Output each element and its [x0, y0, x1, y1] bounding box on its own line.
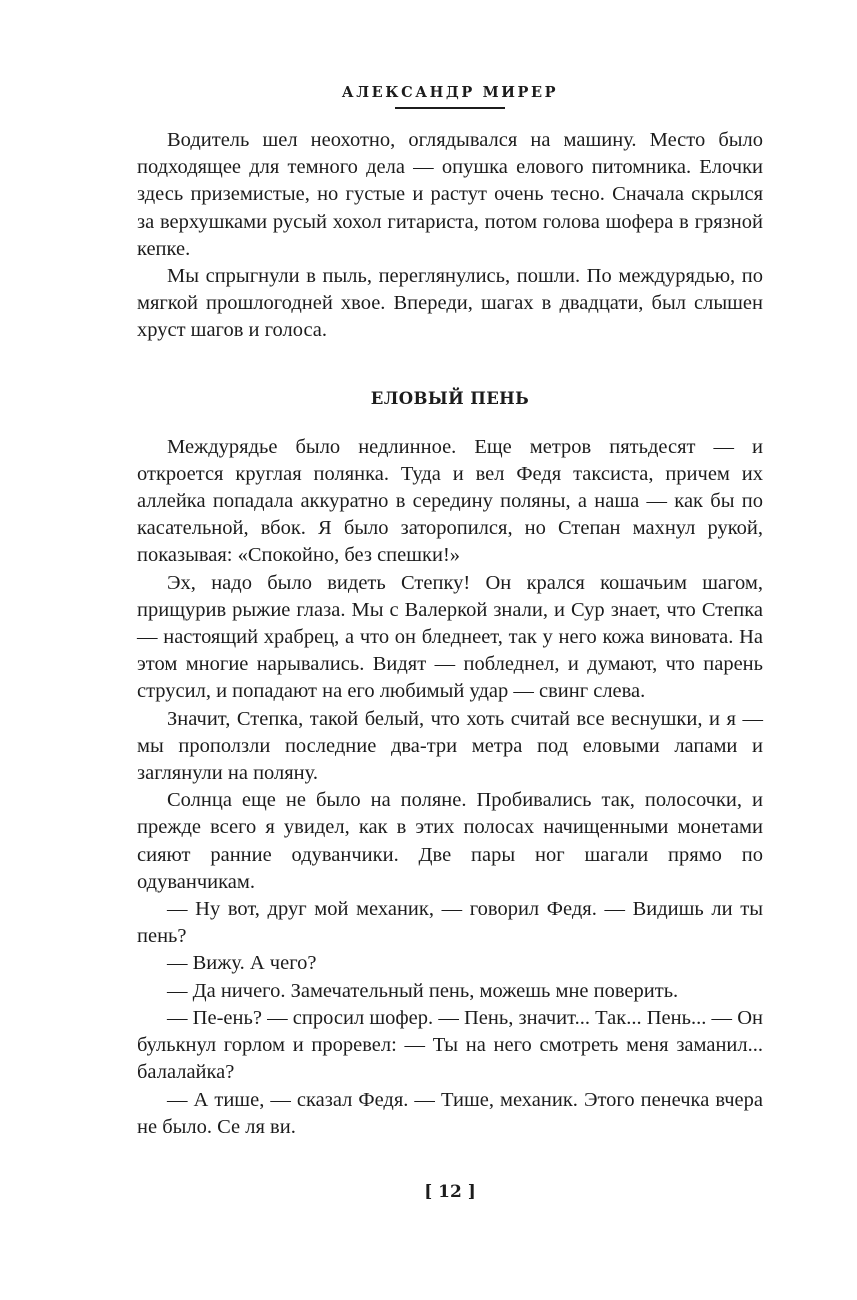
paragraph: Солнца еще не было на поляне. Пробивались так, полосочки, и прежде всего я увидел, как в этих полосах начищенными монетами сияют ранние одуванчики. Две пары ног шагали прямо по одуванчикам. [137, 789, 763, 893]
dialogue-line: — Вижу. А чего? [167, 952, 317, 975]
section-title: ЕЛОВЫЙ ПЕНЬ [370, 388, 530, 408]
paragraph: Мы спрыгнули в пыль, переглянулись, пошли. По междурядью, по мягкой прошлогодней хвое. Впереди, шагах в двадцати, был слышен хруст шагов и голоса. [137, 265, 763, 342]
header-rule [395, 107, 505, 109]
paragraph: Значит, Степка, такой белый, что хоть считай все веснушки, и я — мы проползли последние два-три метра под еловыми лапами и заглянули на поляну. [137, 707, 763, 785]
dialogue-line: — Ну вот, друг мой механик, — говорил Федя. — Видишь ли ты пень? [137, 898, 763, 948]
dialogue-line: — Пе-ень? — спросил шофер. — Пень, значит... Так... Пень... — Он булькнул горлом и проревел: — Ты на него смотреть меня заманил... балалайка? [137, 1006, 763, 1084]
running-head: АЛЕКСАНДР МИРЕР [341, 84, 559, 101]
dialogue-line: — Да ничего. Замечательный пень, можешь мне поверить. [167, 979, 679, 1002]
page-number: [ 12 ] [424, 1182, 476, 1202]
book-page [137, 78, 763, 1238]
dialogue-line: — А тише, — сказал Федя. — Тише, механик. Этого пенечка вчера не было. Се ля ви. [137, 1088, 763, 1138]
paragraph: Эх, надо было видеть Степку! Он крался кошачьим шагом, прищурив рыжие глаза. Мы с Валеркой знали, и Сур знает, что Степка — настоящий храбрец, а что он бледнеет, так у него кожа виновата. На этом многие нарывались. Видят — побледнел, и думают, что парень струсил, и попадают на его любимый удар — свинг слева. [137, 571, 763, 703]
paragraph: Водитель шел неохотно, оглядывался на машину. Место было подходящее для темного дела — опушка елового питомника. Елочки здесь приземистые, но густые и растут очень тесно. Сначала скрылся за верхушками русый хохол гитариста, потом голова шофера в грязной кепке. [137, 129, 763, 260]
body-text [137, 127, 763, 1141]
paragraph: Междурядье было недлинное. Еще метров пятьдесят — и откроется круглая полянка. Туда и вел Федя таксиста, причем их аллейка попадала аккуратно в середину поляны, а наша — как бы по касательной, вбок. Я было заторопился, но Степан махнул рукой, показывая: «Спокойно, без спешки!» [137, 435, 763, 567]
